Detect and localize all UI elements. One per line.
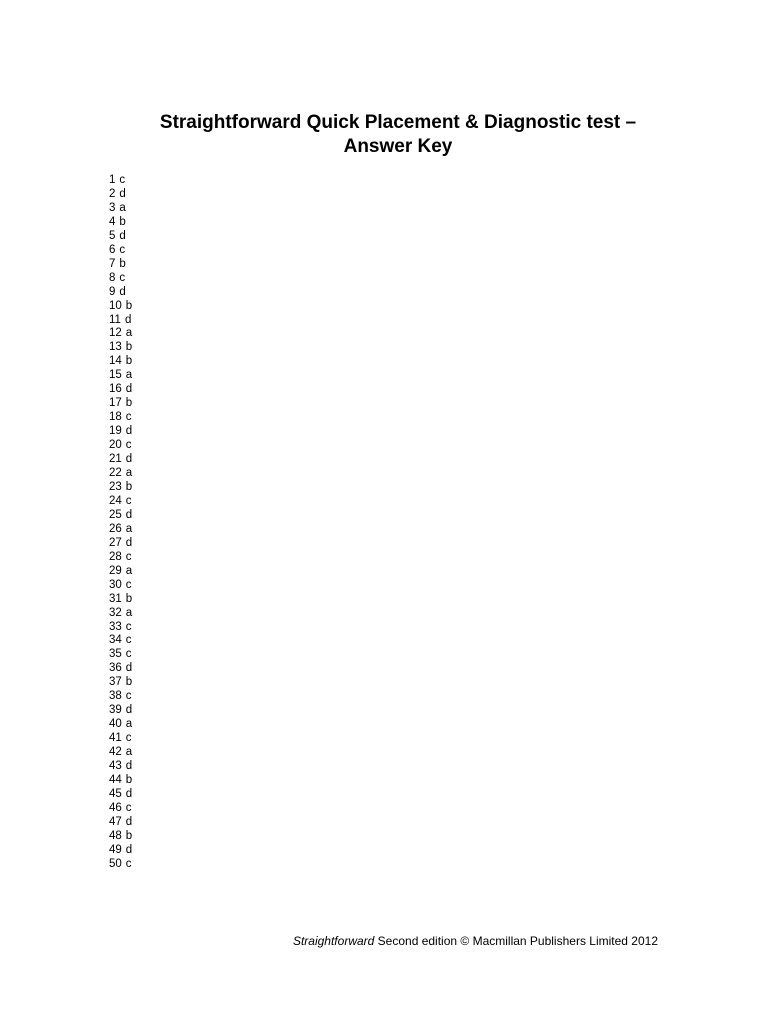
answer-number: 43 [109, 760, 122, 773]
answer-letter: b [125, 480, 133, 493]
answer-number: 7 [109, 257, 116, 270]
answer-letter: a [125, 467, 133, 480]
answer-letter: d [119, 285, 126, 298]
answer-item [109, 300, 132, 314]
answer-letter: b [125, 397, 133, 410]
answer-item [109, 188, 132, 202]
answer-item [109, 830, 132, 844]
answer-item [109, 648, 132, 662]
answer-item [109, 816, 132, 830]
answer-item [109, 607, 132, 621]
answer-letter: c [125, 857, 132, 870]
answer-letter: d [125, 425, 133, 438]
answer-item [109, 774, 132, 788]
answer-number: 9 [109, 285, 116, 298]
answer-item [109, 621, 132, 635]
answer-letter: d [125, 787, 133, 800]
answer-letter: c [125, 494, 132, 507]
footer-book-title: Straightforward [292, 934, 375, 948]
answer-item [109, 495, 132, 509]
answer-number: 45 [109, 787, 122, 800]
answer-letter: b [125, 355, 133, 368]
answer-number: 38 [109, 690, 122, 703]
answer-item [109, 579, 132, 593]
page-title [100, 111, 696, 159]
answer-letter: d [125, 536, 133, 549]
answer-letter: a [125, 327, 133, 340]
answer-number: 17 [109, 397, 122, 410]
answer-item [109, 593, 132, 607]
answer-number: 18 [109, 411, 122, 424]
answer-item [109, 341, 132, 355]
answer-number: 6 [109, 243, 116, 256]
answer-letter: c [119, 174, 126, 186]
answer-number: 19 [109, 425, 122, 438]
answer-letter: c [125, 411, 132, 424]
title-line-2: Answer Key [343, 136, 453, 157]
answer-letter: d [119, 187, 126, 200]
answer-number: 12 [109, 327, 122, 340]
answer-item [109, 286, 132, 300]
answer-letter: c [125, 634, 132, 647]
answer-item [109, 467, 132, 481]
answer-item [109, 565, 132, 579]
answer-letter: c [125, 690, 132, 703]
answer-number: 31 [109, 592, 122, 605]
answer-item [109, 676, 132, 690]
answer-item [109, 662, 132, 676]
answer-item [109, 230, 132, 244]
answer-key-list [109, 174, 132, 872]
answer-item [109, 369, 132, 383]
answer-item [109, 244, 132, 258]
answer-item [109, 858, 132, 872]
answer-number: 21 [109, 453, 122, 466]
answer-number: 36 [109, 662, 122, 675]
answer-letter: a [125, 564, 133, 577]
answer-item [109, 537, 132, 551]
answer-item [109, 481, 132, 495]
answer-number: 39 [109, 704, 122, 717]
answer-letter: d [125, 704, 133, 717]
answer-letter: b [125, 676, 133, 689]
answer-letter: d [125, 662, 133, 675]
answer-number: 22 [109, 467, 122, 480]
answer-number: 25 [109, 508, 122, 521]
answer-number: 50 [109, 857, 122, 870]
answer-number: 20 [109, 439, 122, 452]
answer-letter: c [125, 550, 132, 563]
answer-number: 13 [109, 341, 122, 354]
answer-item [109, 634, 132, 648]
footer-edition-text: Second edition © Macmillan Publishers Limited 2012 [374, 934, 658, 948]
answer-number: 8 [109, 271, 116, 284]
answer-number: 49 [109, 843, 122, 856]
answer-item [109, 174, 132, 188]
answer-item [109, 718, 132, 732]
answer-item [109, 355, 132, 369]
answer-number: 15 [109, 369, 122, 382]
answer-item [109, 746, 132, 760]
answer-item [109, 216, 132, 230]
answer-number: 4 [109, 215, 116, 228]
answer-letter: a [125, 522, 133, 535]
answer-number: 28 [109, 550, 122, 563]
answer-item [109, 383, 132, 397]
answer-number: 10 [109, 299, 122, 312]
answer-number: 14 [109, 355, 122, 368]
answer-letter: d [119, 229, 126, 242]
answer-number: 40 [109, 718, 122, 731]
answer-letter: b [125, 829, 133, 842]
title-line-1: Straightforward Quick Placement & Diagnostic test – [159, 112, 637, 133]
answer-number: 32 [109, 606, 122, 619]
answer-item [109, 411, 132, 425]
answer-letter: c [119, 271, 126, 284]
answer-number: 44 [109, 773, 122, 786]
answer-number: 1 [109, 174, 116, 186]
answer-number: 11 [109, 313, 121, 326]
answer-number: 46 [109, 801, 122, 814]
answer-number: 3 [109, 201, 116, 214]
answer-letter: c [125, 732, 132, 745]
answer-letter: a [125, 746, 133, 759]
answer-letter: b [125, 773, 133, 786]
answer-letter: c [125, 439, 132, 452]
copyright-footer [293, 933, 658, 949]
answer-item [109, 844, 132, 858]
answer-number: 48 [109, 829, 122, 842]
answer-item [109, 760, 132, 774]
answer-number: 29 [109, 564, 122, 577]
answer-item [109, 523, 132, 537]
answer-letter: a [125, 606, 133, 619]
answer-number: 23 [109, 480, 122, 493]
answer-letter: c [125, 578, 132, 591]
answer-number: 37 [109, 676, 122, 689]
answer-item [109, 439, 132, 453]
answer-letter: d [124, 313, 132, 326]
answer-item [109, 453, 132, 467]
answer-item [109, 704, 132, 718]
answer-item [109, 202, 132, 216]
answer-item [109, 732, 132, 746]
answer-letter: a [125, 718, 133, 731]
answer-letter: c [119, 243, 126, 256]
answer-number: 30 [109, 578, 122, 591]
answer-number: 34 [109, 634, 122, 647]
answer-number: 27 [109, 536, 122, 549]
answer-letter: b [125, 592, 133, 605]
answer-letter: d [125, 760, 133, 773]
answer-item [109, 258, 132, 272]
answer-item [109, 327, 132, 341]
answer-letter: b [119, 215, 126, 228]
answer-letter: b [125, 299, 133, 312]
answer-letter: a [119, 201, 126, 214]
answer-letter: a [125, 369, 133, 382]
answer-number: 2 [109, 187, 116, 200]
answer-item [109, 690, 132, 704]
answer-number: 47 [109, 815, 122, 828]
answer-item [109, 425, 132, 439]
answer-number: 35 [109, 648, 122, 661]
answer-letter: d [125, 383, 133, 396]
answer-item [109, 802, 132, 816]
answer-letter: c [125, 648, 132, 661]
answer-number: 42 [109, 746, 122, 759]
answer-number: 41 [109, 732, 122, 745]
answer-number: 5 [109, 229, 116, 242]
answer-letter: b [119, 257, 126, 270]
answer-item [109, 272, 132, 286]
answer-item [109, 788, 132, 802]
answer-item [109, 397, 132, 411]
answer-letter: d [125, 453, 133, 466]
answer-letter: b [125, 341, 133, 354]
answer-number: 16 [109, 383, 122, 396]
answer-item [109, 509, 132, 523]
answer-letter: c [125, 801, 132, 814]
answer-letter: d [125, 815, 133, 828]
answer-number: 24 [109, 494, 122, 507]
answer-item [109, 314, 132, 328]
answer-number: 33 [109, 620, 122, 633]
answer-number: 26 [109, 522, 122, 535]
answer-item [109, 551, 132, 565]
answer-letter: d [125, 843, 133, 856]
answer-letter: c [125, 620, 132, 633]
answer-letter: d [125, 508, 133, 521]
